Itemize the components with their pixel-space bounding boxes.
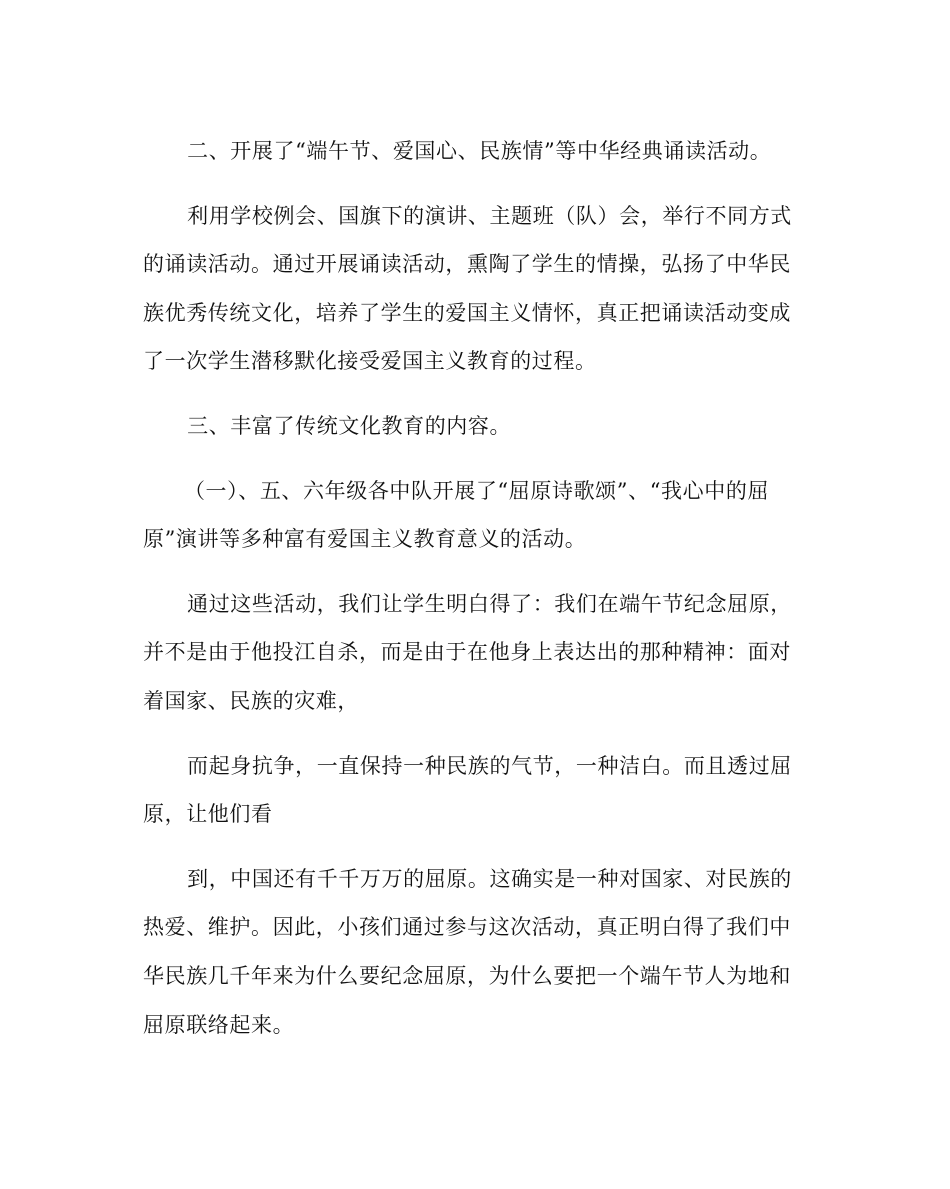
paragraph-recitation-activities: 利用学校例会、国旗下的演讲、主题班（队）会，举行不同方式的诵读活动。通过开展诵读活动，熏陶了学生的情操，弘扬了中华民族优秀传统文化，培养了学生的爱国主义情怀，真正把诵读活动变成了一次学生潜移默化接受爱国主义教育的过程。	[143, 203, 792, 374]
paragraph-section-three-heading: 三、丰富了传统文化教育的内容。	[187, 413, 512, 438]
paragraph-subsection-one: （一）、五、六年级各中队开展了“屈原诗歌颂”、“我心中的屈原”演讲等多种富有爱国主义教育意义的活动。	[143, 478, 770, 552]
paragraph-section-two-heading: 二、开展了“端午节、爱国心、民族情”等中华经典诵读活动。	[187, 139, 772, 163]
paragraph-spirit-continued: 而起身抗争，一直保持一种民族的气节，一种洁白。而且透过屈原，让他们看	[143, 753, 792, 827]
document-body	[143, 127, 811, 1049]
paragraph-activity-meaning: 通过这些活动，我们让学生明白得了：我们在端午节纪念屈原，并不是由于他投江自杀，而是由于在他身上表达出的那种精神：面对着国家、民族的灾难，	[143, 591, 792, 713]
paragraph-conclusion: 到，中国还有千千万万的屈原。这确实是一种对国家、对民族的热爱、维护。因此，小孩们通过参与这次活动，真正明白得了我们中华民族几千年来为什么要纪念屈原，为什么要把一个端午节人为地和屈原联络起来。	[143, 866, 792, 1037]
